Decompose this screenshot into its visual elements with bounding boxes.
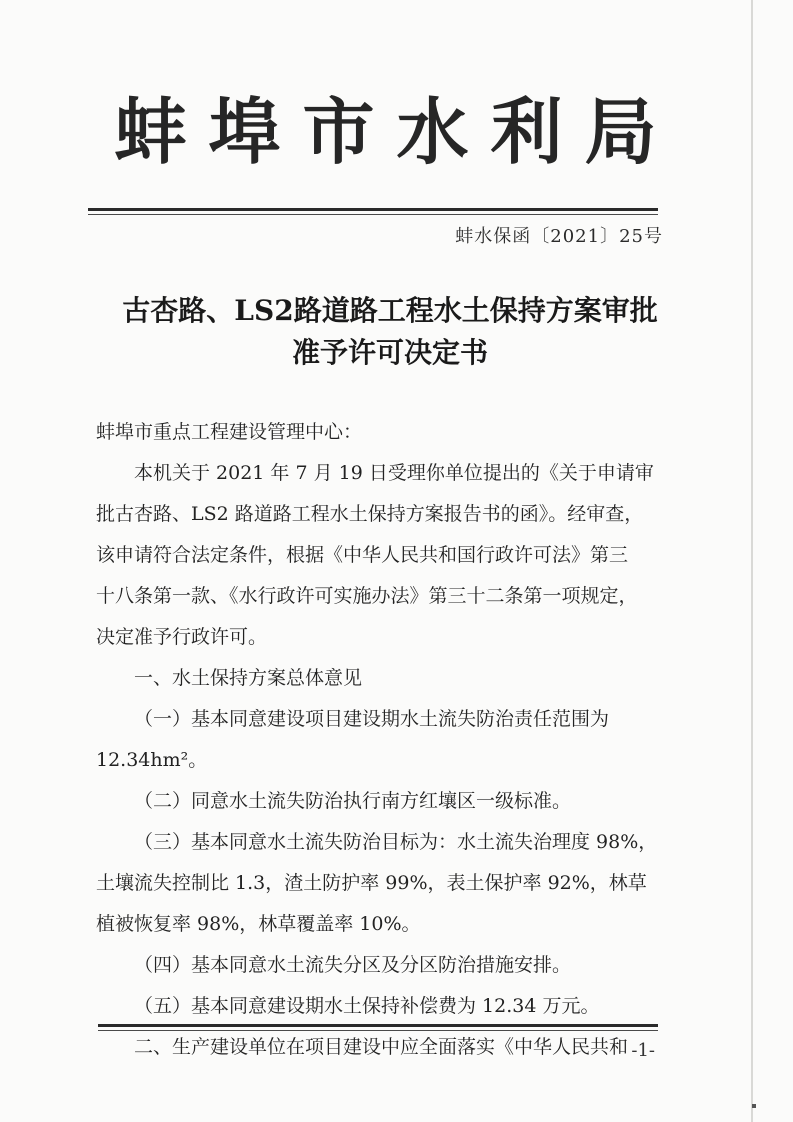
section-heading-2: 二、生产建设单位在项目建设中应全面落实《中华人民共和 <box>134 1036 629 1058</box>
intro-line: 批古杏路、LS2 路道路工程水土保持方案报告书的函》。经审查， <box>96 503 644 525</box>
item-1-line: （一）基本同意建设项目建设期水土流失防治责任范围为 <box>134 708 610 730</box>
item-2: （二）同意水土流失防治执行南方红壤区一级标准。 <box>134 790 572 812</box>
title-line-2: 准予许可决定书 <box>291 336 488 369</box>
item-3-line: 土壤流失控制比 1.3，渣土防护率 99%，表土保护率 92%，林草 <box>96 872 647 894</box>
header-rule-thick <box>88 208 658 211</box>
document-body <box>96 412 671 1068</box>
recipient: 蚌埠市重点工程建设管理中心： <box>96 421 363 443</box>
header-rule-thin <box>88 214 658 215</box>
footer-rule-thin <box>98 1030 658 1031</box>
item-5: （五）基本同意建设期水土保持补偿费为 12.34 万元。 <box>134 995 600 1017</box>
item-4: （四）基本同意水土流失分区及分区防治措施安排。 <box>134 954 572 976</box>
page-number: -1- <box>631 1040 655 1061</box>
document-number: 蚌水保函〔2021〕25号 <box>455 226 663 247</box>
scan-speck <box>752 1104 756 1108</box>
intro-line: 十八条第一款、《水行政许可实施办法》第三十二条第一项规定， <box>96 585 638 607</box>
intro-line: 该申请符合法定条件，根据《中华人民共和国行政许可法》第三 <box>96 544 629 566</box>
footer-rule-thick <box>98 1024 658 1027</box>
agency-header: 蚌埠市水利局 <box>114 90 679 174</box>
item-1-line: 12.34hm²。 <box>96 749 208 771</box>
title-line-1: 古杏路、LS2路道路工程水土保持方案审批 <box>122 294 658 327</box>
item-3-line: 植被恢复率 98%，林草覆盖率 10%。 <box>96 913 421 935</box>
document-title <box>90 290 690 374</box>
intro-line: 决定准予行政许可。 <box>96 626 268 648</box>
intro-line: 本机关于 2021 年 7 月 19 日受理你单位提出的《关于申请审 <box>134 462 654 484</box>
section-heading-1: 一、水土保持方案总体意见 <box>134 667 363 689</box>
item-3-line: （三）基本同意水土流失防治目标为：水土流失治理度 98%， <box>134 831 658 853</box>
page-edge <box>751 0 753 1122</box>
